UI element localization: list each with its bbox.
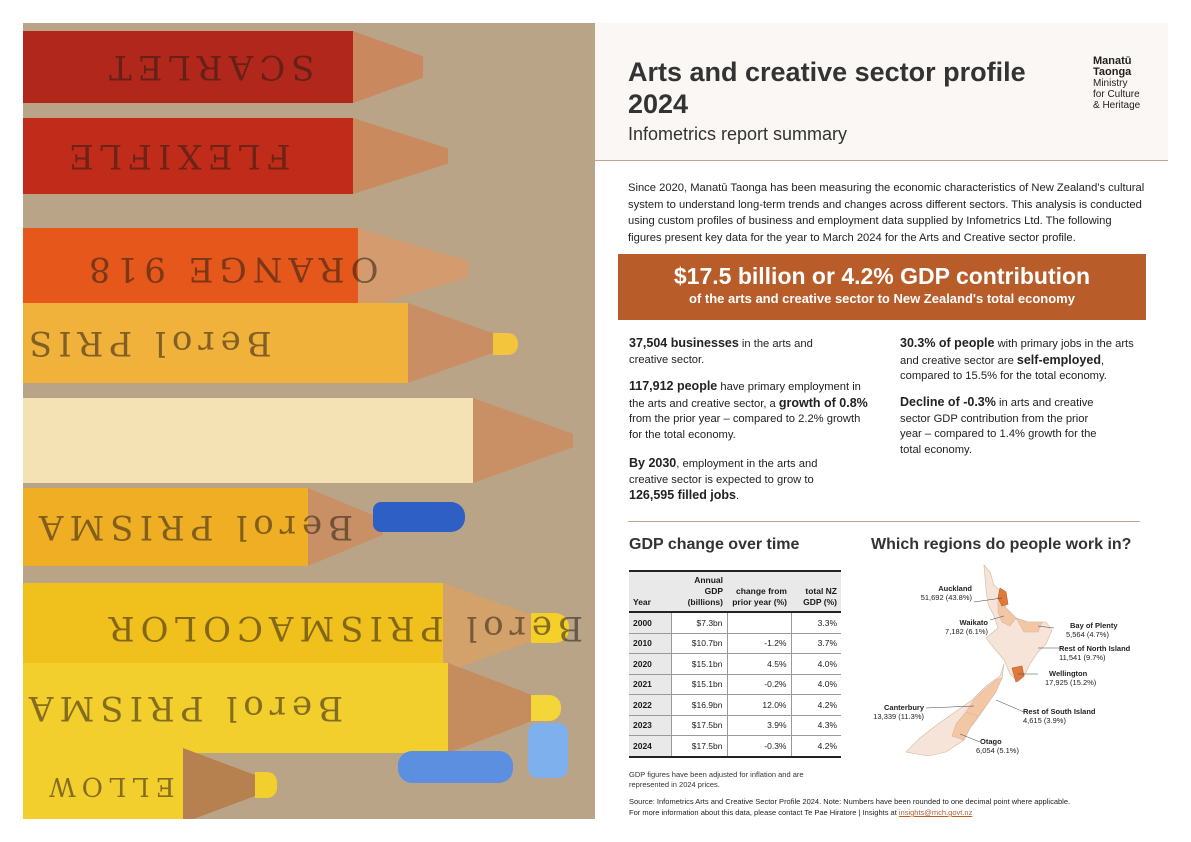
stat-businesses-bold: 37,504 businesses [629, 336, 739, 350]
cell: $10.7bn [671, 633, 727, 654]
cell: 2020 [629, 654, 671, 675]
auckland-value: 51,692 (43.8%) [920, 593, 972, 602]
pencil-label: Berol PRIS [23, 323, 272, 363]
gdp-table [629, 570, 841, 758]
stat-people [629, 379, 869, 443]
logo-text-2: Taonga [1093, 66, 1132, 78]
pencil-yellow-3 [23, 748, 283, 819]
cell: 4.3% [791, 715, 841, 736]
pencil-red [23, 118, 463, 194]
blue-chalk [398, 751, 513, 783]
rest-of-south-island-label: Rest of South Island [1023, 707, 1096, 716]
rest-of-north-island-region [984, 565, 1052, 682]
rest-of-north-island-value: 11,541 (9.7%) [1059, 653, 1106, 662]
stat-decline [900, 395, 1110, 458]
cell: 3.7% [791, 633, 841, 654]
pencil-label: Berol PRISMA [23, 688, 344, 728]
source-line-2 [629, 807, 1070, 818]
pencil-gold [23, 488, 463, 566]
wellington-value: 17,925 (15.2%) [1045, 678, 1097, 687]
col-change: change from prior year (%) [727, 571, 791, 612]
cell: 4.5% [727, 654, 791, 675]
col-total-nz: total NZ GDP (%) [791, 571, 841, 612]
stat-people-text: have primary employment in the arts and creative sector, a [629, 381, 861, 410]
cell: $17.5bn [671, 715, 727, 736]
waikato-label: Waikato [959, 618, 988, 627]
stat-self-employed [900, 336, 1145, 385]
cell: 12.0% [727, 695, 791, 716]
cell: $17.5bn [671, 736, 727, 757]
wellington-label: Wellington [1049, 669, 1088, 678]
pencil-cream [23, 398, 578, 483]
stat-self-text: with primary jobs in the arts and creative sector are [900, 338, 1134, 367]
stat-decline-text: in arts and creative sector GDP contribution from the prior year – compared to 1.4% growth for the total economy. [900, 397, 1097, 456]
pencil-yellow-orange [23, 303, 518, 383]
cell: -0.3% [727, 736, 791, 757]
source-note [629, 796, 1070, 818]
canterbury-region [966, 678, 1002, 716]
intro-paragraph: Since 2020, Manatū Taonga has been measuring the economic characteristics of New Zealand's cultural system to understand long-term trends and changes across different sectors. This analysis is conducted using custom profiles of business and employment data supplied by Infometrics Ltd. The following figures present key data for the year to March 2024 for the Arts and Creative sector profile. [628, 182, 1145, 244]
cell: $7.3bn [671, 612, 727, 633]
logo-text-4: for Culture [1093, 89, 1140, 100]
stat-2030-text: , employment in the arts and creative sector is expected to grow to [629, 458, 818, 486]
rest-of-north-island-label: Rest of North Island [1059, 644, 1131, 653]
pencil-label: FLEXIFLE [63, 136, 291, 176]
table-row [629, 695, 841, 716]
logo-text-3: Ministry [1093, 78, 1128, 89]
cell: 3.3% [791, 612, 841, 633]
pencil-label: ORANGE 918 [83, 249, 379, 289]
auckland-label: Auckland [938, 584, 972, 593]
gdp-note: GDP figures have been adjusted for inflation and are represented in 2024 prices. [629, 770, 804, 789]
cell: 2022 [629, 695, 671, 716]
cell: -0.2% [727, 674, 791, 695]
cell: 4.0% [791, 674, 841, 695]
email-link[interactable]: insights@mch.govt.nz [898, 808, 973, 817]
logo-text-1: Manatū [1093, 55, 1132, 67]
cell: 2010 [629, 633, 671, 654]
stat-self-compare: , compared to 15.5% for the total economy. [900, 354, 1107, 382]
col-year: Year [629, 571, 671, 612]
light-blue-chalk [528, 723, 568, 778]
gdp-table-header [629, 571, 841, 612]
waikato-value: 7,182 (6.1%) [945, 627, 988, 636]
stat-2030-bold: By 2030 [629, 456, 677, 470]
stat-self-emp: self-employed [1016, 352, 1101, 367]
table-row [629, 715, 841, 736]
regions-section-title: Which regions do people work in? [871, 536, 1132, 553]
ministry-logo [1093, 56, 1140, 111]
pencil-label: Berol PRISMA [33, 507, 354, 547]
cell: $16.9bn [671, 695, 727, 716]
stat-people-compare: from the prior year – compared to 2.2% growth for the total economy. [629, 413, 861, 441]
rest-of-south-island-value: 4,615 (3.9%) [1023, 716, 1066, 725]
gdp-banner [618, 254, 1146, 320]
cell: 2024 [629, 736, 671, 757]
stat-decline-bold: Decline of -0.3% [900, 395, 996, 409]
stat-businesses [629, 336, 829, 368]
pencil-label: SCARLET [103, 47, 315, 87]
stat-businesses-text: in the arts and creative sector. [629, 338, 813, 366]
stat-people-growth: growth of 0.8% [778, 395, 868, 410]
otago-label: Otago [980, 737, 1002, 746]
pencil-yellow-2 [23, 663, 563, 753]
cell: -1.2% [727, 633, 791, 654]
table-row [629, 736, 841, 757]
stat-people-bold: 117,912 people [629, 379, 718, 393]
table-row [629, 612, 841, 633]
cell: 2023 [629, 715, 671, 736]
page-subtitle: Infometrics report summary [628, 124, 848, 144]
pencil-orange [23, 228, 473, 310]
stat-self-bold: 30.3% of people [900, 336, 995, 350]
page-title: Arts and creative sector profile 2024 [628, 57, 1026, 119]
table-row [629, 633, 841, 654]
cell [727, 612, 791, 633]
cell: 2000 [629, 612, 671, 633]
pencil-label: Berol PRISMACOLOR [103, 608, 584, 648]
pencil-yellow-1 [23, 583, 584, 673]
pencil-label: ELLOW [43, 770, 175, 801]
bay-of-plenty-label: Bay of Plenty [1070, 621, 1118, 630]
stat-2030-end: . [736, 490, 740, 502]
logo-text-5: & Heritage [1093, 100, 1141, 111]
bay-of-plenty-value: 5,564 (4.7%) [1066, 630, 1109, 639]
cell: $15.1bn [671, 654, 727, 675]
otago-value: 6,054 (5.1%) [976, 746, 1019, 755]
cell: $15.1bn [671, 674, 727, 695]
stat-2030-jobs: 126,595 filled jobs [629, 488, 736, 502]
gdp-section-title: GDP change over time [629, 536, 800, 553]
cell: 4.2% [791, 695, 841, 716]
table-row [629, 654, 841, 675]
stat-2030 [629, 456, 844, 505]
pencil-scarlet [23, 31, 443, 103]
banner-headline: $17.5 billion or 4.2% GDP contribution [673, 263, 1091, 289]
cell: 3.9% [727, 715, 791, 736]
nz-regions-map [866, 560, 1156, 760]
col-annual-gdp: Annual GDP (billions) [671, 571, 727, 612]
source-contact-text: For more information about this data, please contact Te Pae Hiratore | Insights at [629, 808, 899, 817]
table-row [629, 674, 841, 695]
section-divider [628, 521, 1140, 522]
cell: 4.0% [791, 654, 841, 675]
cell: 4.2% [791, 736, 841, 757]
banner-subline: of the arts and creative sector to New Zealand's total economy [689, 291, 1075, 306]
cell: 2021 [629, 674, 671, 695]
pencils-photo [23, 23, 595, 819]
canterbury-label: Canterbury [883, 703, 924, 712]
source-line-1: Source: Infometrics Arts and Creative Sector Profile 2024. Note: Numbers have been rounded to one decimal point where applicable. [629, 797, 1071, 806]
canterbury-value: 13,339 (11.3%) [873, 712, 924, 721]
